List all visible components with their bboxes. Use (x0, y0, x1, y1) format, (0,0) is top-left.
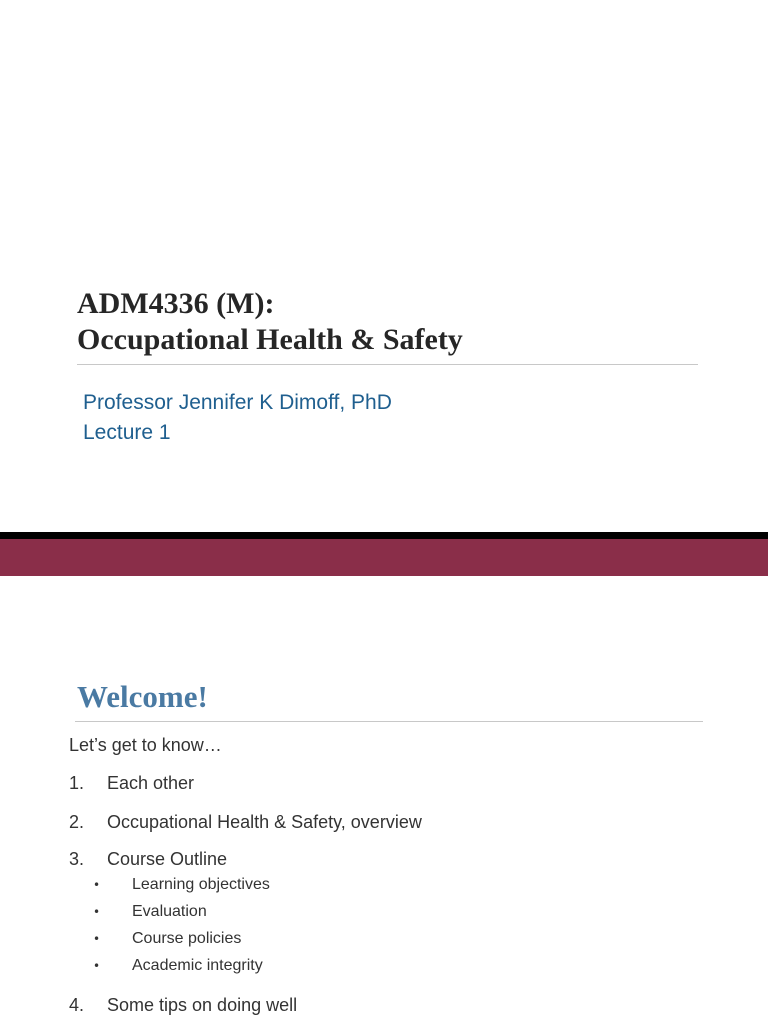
list-item-number: 3. (69, 849, 85, 869)
bullet-icon: • (93, 959, 101, 973)
list-item-number: 4. (69, 995, 85, 1015)
list-item: Each other (107, 773, 195, 793)
professor-name: Professor Jennifer K Dimoff, PhD (83, 391, 392, 414)
welcome-heading: Welcome! (77, 679, 208, 714)
slide-separator-black (0, 532, 768, 539)
sub-list-item: Learning objectives (132, 876, 270, 893)
bullet-icon: • (93, 878, 101, 892)
list-item: Course Outline (107, 849, 228, 869)
course-code-title: ADM4336 (M): (77, 287, 275, 320)
intro-text: Let’s get to know… (69, 735, 222, 755)
bullet-icon: • (93, 932, 101, 946)
list-item: Occupational Health & Safety, overview (107, 812, 422, 832)
list-item-number: 2. (69, 812, 85, 832)
sub-list-item: Evaluation (132, 903, 207, 920)
title-divider-line (77, 364, 698, 365)
sub-list-item: Course policies (132, 930, 242, 947)
sub-list-item: Academic integrity (132, 957, 263, 974)
welcome-divider-line (75, 721, 703, 722)
lecture-number: Lecture 1 (83, 421, 171, 444)
welcome-slide (0, 576, 768, 1024)
list-item-number: 1. (69, 773, 85, 793)
bullet-icon: • (93, 905, 101, 919)
slide-separator-maroon (0, 539, 768, 576)
list-item: Some tips on doing well (107, 995, 298, 1015)
course-name-title: Occupational Health & Safety (77, 323, 463, 356)
